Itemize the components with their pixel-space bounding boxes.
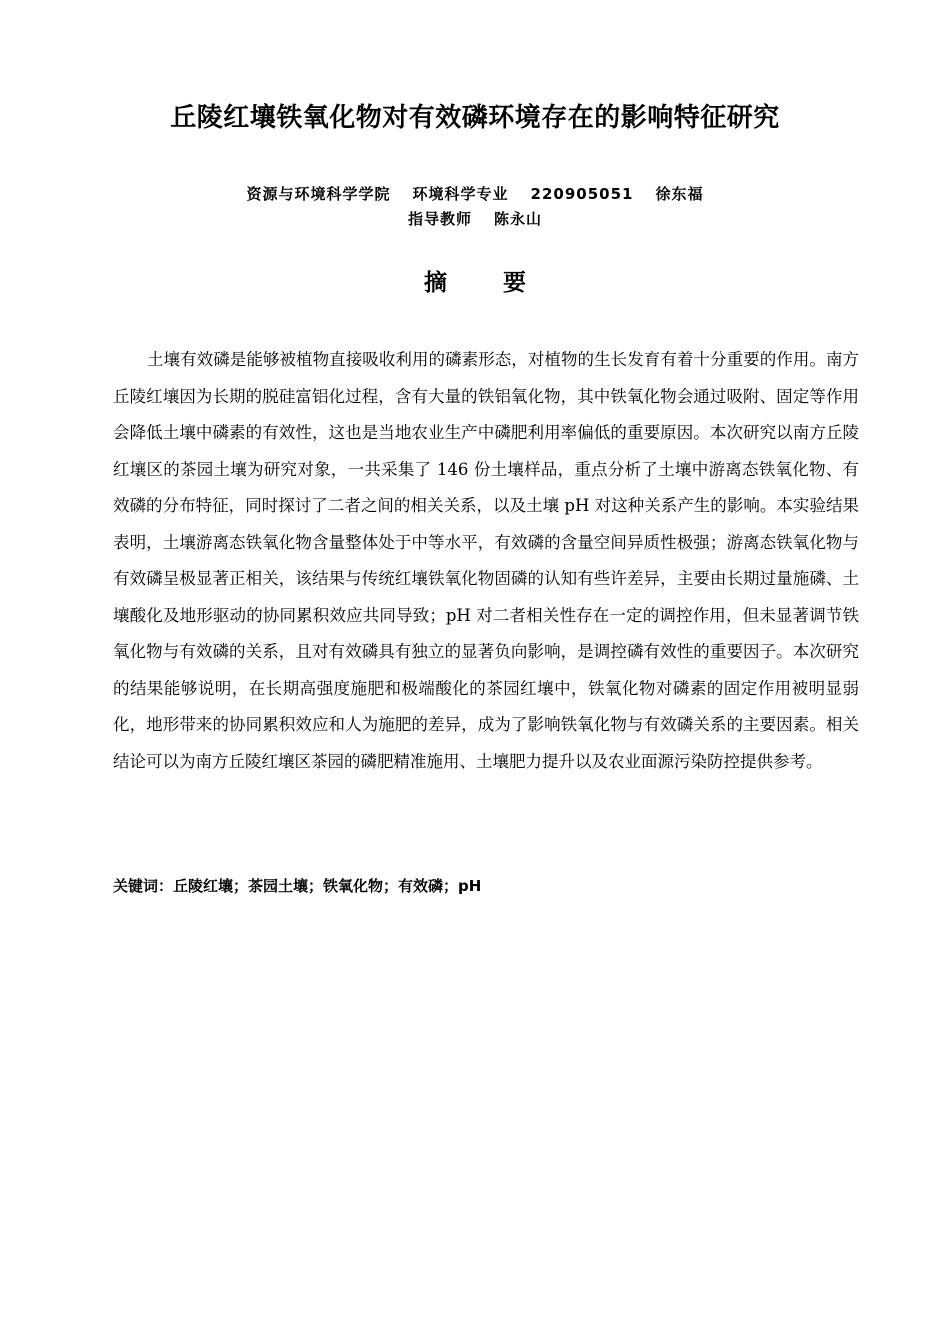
school-name: 资源与环境科学学院: [246, 185, 391, 203]
keywords-text: 丘陵红壤；茶园土壤；铁氧化物；有效磷；pH: [173, 877, 482, 895]
major-name: 环境科学专业: [412, 185, 509, 203]
advisor-line: [0, 208, 950, 230]
abstract-body: 土壤有效磷是能够被植物直接吸收利用的磷素形态，对植物的生长发育有着十分重要的作用。南方丘陵红壤因为长期的脱硅富铝化过程，含有大量的铁铝氧化物，其中铁氧化物会通过吸附、固定等作用会降低土壤中磷素的有效性，这也是当地农业生产中磷肥利用率偏低的重要原因。本次研究以南方丘陵红壤区的茶园土壤为研究对象，一共采集了 146 份土壤样品，重点分析了土壤中游离态铁氧化物、有效磷的分布特征，同时探讨了二者之间的相关关系，以及土壤 pH 对这种关系产生的影响。本实验结果表明，土壤游离态铁氧化物含量整体处于中等水平，有效磷的含量空间异质性极强；游离态铁氧化物与有效磷呈极显著正相关，该结果与传统红壤铁氧化物固磷的认知有些许差异，主要由长期过量施磷、土壤酸化及地形驱动的协同累积效应共同导致；pH 对二者相关性存在一定的调控作用，但未显著调节铁氧化物与有效磷的关系，且对有效磷具有独立的显著负向影响，是调控磷有效性的重要因子。本次研究的结果能够说明，在长期高强度施肥和极端酸化的茶园红壤中，铁氧化物对磷素的固定作用被明显弱化，地形带来的协同累积效应和人为施肥的差异，成为了影响铁氧化物与有效磷关系的主要因素。相关结论可以为南方丘陵红壤区茶园的磷肥精准施用、土壤肥力提升以及农业面源污染防控提供参考。: [113, 350, 859, 771]
advisor-name: 陈永山: [494, 210, 543, 228]
keywords-line: [113, 874, 859, 898]
advisor-label: 指导教师: [407, 210, 472, 228]
paper-title: 丘陵红壤铁氧化物对有效磷环境存在的影响特征研究: [170, 103, 780, 133]
keywords-label: 关键词：: [113, 877, 174, 895]
abstract-heading: 摘 要: [423, 270, 550, 296]
author-name: 徐东福: [655, 185, 704, 203]
author-info-line: [0, 183, 950, 205]
student-id: 220905051: [530, 185, 634, 203]
